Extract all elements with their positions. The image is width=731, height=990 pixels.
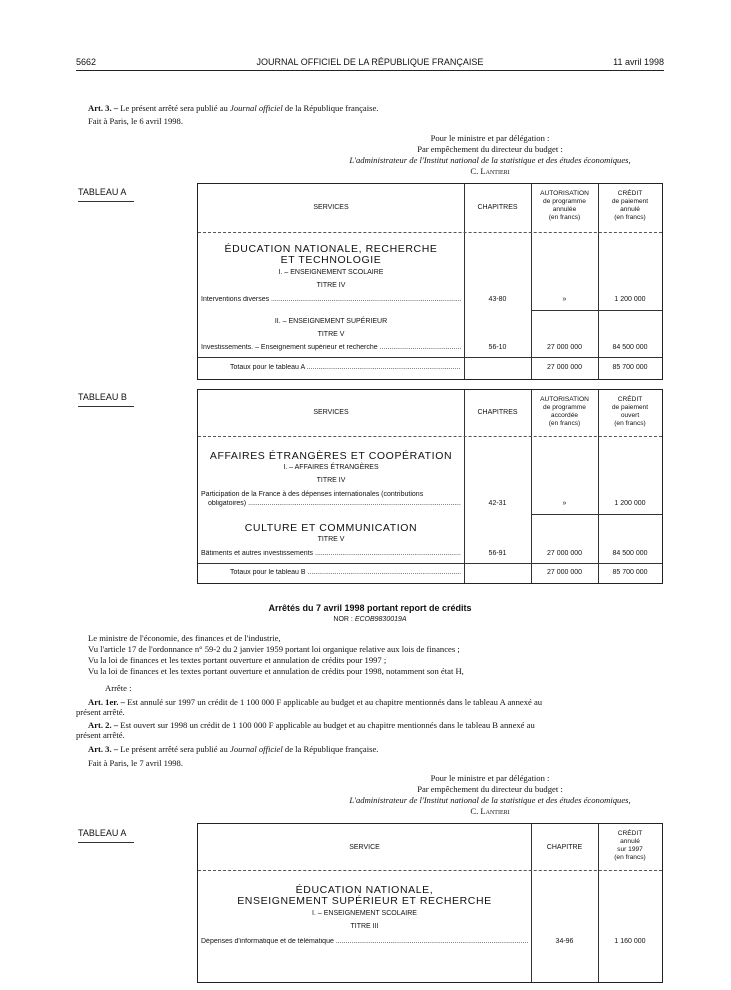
ministry-heading: ÉDUCATION NATIONALE, ENSEIGNEMENT SUPÉRIEUR ET RECHERCHE — [237, 884, 492, 907]
section-heading-2: II. – ENSEIGNEMENT SUPÉRIEUR — [274, 318, 388, 325]
row-label: Interventions diverses ..... — [201, 296, 461, 303]
art1-line-1: Art. 1er. – Est annulé sur 1997 un crédit de 1 100 000 F applicable au budget et au chapitre mentionnés dans le tableau A annexé au — [88, 697, 543, 707]
signature-line-1: Pour le ministre et par délégation : — [430, 133, 550, 143]
ministry-heading-2: CULTURE ET COMMUNICATION — [244, 522, 418, 534]
signature-line-2: Par empêchement du directeur du budget : — [417, 144, 563, 154]
signature-line-3: L'administrateur de l'Institut national de la statistique et des études économiques, — [349, 155, 631, 165]
preamble-2: Vu l'article 17 de l'ordonnance n° 59-2 du 2 janvier 1959 portant loi organique relative aux lois de finances ; — [88, 644, 460, 654]
titre-heading-1: TITRE III — [350, 923, 379, 930]
col-chapitre: CHAPITRE — [546, 844, 583, 851]
done-at: Fait à Paris, le 6 avril 1998. — [88, 116, 183, 126]
titre-heading-1: TITRE IV — [316, 282, 346, 289]
issue-date: 11 avril 1998 — [613, 57, 664, 67]
table-a2-tag-rule — [78, 842, 134, 843]
ministry-heading: ÉDUCATION NATIONALE, RECHERCHE ET TECHNOLOGIE — [224, 243, 438, 266]
nor-reference: NOR : ECOB9830019A — [333, 616, 407, 623]
titre-heading-2: TITRE V — [317, 536, 345, 543]
table-a2-tag: TABLEAU A — [78, 828, 127, 838]
col-chapitres: CHAPITRES — [477, 204, 518, 211]
row-autorisation: » — [562, 296, 567, 303]
row-credit: 1 200 000 — [614, 500, 646, 507]
row-autorisation: 27 000 000 — [546, 550, 583, 557]
art3-paragraph-2: Art. 3. – Le présent arrêté sera publié au Journal officiel de la République française. — [88, 744, 379, 754]
preamble-1: Le ministre de l'économie, des finances et de l'industrie, — [88, 633, 281, 643]
row-label-line-2: obligatoires) ..... — [208, 500, 461, 507]
table-b1-tag: TABLEAU B — [78, 392, 127, 402]
col-services: SERVICES — [313, 204, 349, 211]
art1-line-2: présent arrêté. — [76, 707, 125, 717]
row-label: Dépenses d'informatique et de télématique ..... — [201, 938, 528, 945]
col-chapitres: CHAPITRES — [477, 409, 518, 416]
table-a1 — [197, 183, 663, 380]
signature-line-3: L'administrateur de l'Institut national de la statistique et des études économiques, — [349, 795, 631, 805]
total-autorisation: 27 000 000 — [546, 569, 583, 576]
total-label: Totaux pour le tableau B ..... — [230, 569, 461, 576]
col-service: SERVICE — [349, 844, 380, 851]
total-credit: 85 700 000 — [612, 569, 648, 576]
section-heading-1: I. – AFFAIRES ÉTRANGÈRES — [283, 464, 379, 471]
col-credit: CRÉDIT de paiement annulé (en francs) — [611, 190, 649, 221]
row-chapitre: 56-91 — [488, 550, 507, 557]
table-a1-tag-rule — [78, 201, 134, 202]
decree-title: Arrêtés du 7 avril 1998 portant report de crédits — [268, 603, 472, 613]
preamble-3: Vu la loi de finances et les textes portant ouverture et annulation de crédits pour 1997 ; — [88, 655, 387, 665]
table-a1-tag: TABLEAU A — [78, 187, 127, 197]
row-chapitre: 43-80 — [488, 296, 507, 303]
total-credit: 85 700 000 — [612, 364, 648, 371]
row-credit: 1 200 000 — [614, 296, 646, 303]
row-credit: 84 500 000 — [612, 550, 648, 557]
table-b1-tag-rule — [78, 406, 134, 407]
titre-heading-2: TITRE V — [317, 331, 345, 338]
table-b1 — [197, 389, 663, 584]
col-services: SERVICES — [313, 409, 349, 416]
row-label-line-1: Participation de la France à des dépenses internationales (contributions — [201, 491, 424, 498]
total-autorisation: 27 000 000 — [546, 364, 583, 371]
signature-line-2: Par empêchement du directeur du budget : — [417, 784, 563, 794]
section-heading-1: I. – ENSEIGNEMENT SCOLAIRE — [312, 910, 417, 917]
journal-title: JOURNAL OFFICIEL DE LA RÉPUBLIQUE FRANÇAISE — [256, 57, 484, 67]
page-number: 5662 — [76, 57, 97, 67]
row-chapitre: 42-31 — [488, 500, 507, 507]
signature-name: C. Lantieri — [470, 806, 510, 816]
signature-name: C. Lantieri — [470, 166, 510, 176]
preamble-4: Vu la loi de finances et les textes portant ouverture et annulation de crédits pour 1998, notamment son état H, — [88, 666, 464, 676]
col-credit: CRÉDIT annulé sur 1997 (en francs) — [614, 830, 646, 861]
row-credit: 1 160 000 — [614, 938, 646, 945]
col-autorisation: AUTORISATION de programme annulée (en francs) — [540, 190, 589, 221]
ministry-heading-1: AFFAIRES ÉTRANGÈRES ET COOPÉRATION — [209, 450, 453, 462]
total-label: Totaux pour le tableau A ..... — [230, 364, 461, 371]
row-credit: 84 500 000 — [612, 344, 648, 351]
row-label: Investissements. – Enseignement supérieur et recherche ..... — [201, 344, 461, 351]
art3-label: Art. 3. – — [88, 103, 119, 113]
section-heading-1: I. – ENSEIGNEMENT SCOLAIRE — [278, 269, 384, 276]
arrete-heading: Arrête : — [105, 683, 132, 693]
row-label: Bâtiments et autres investissements ..... — [201, 550, 461, 557]
signature-line-1: Pour le ministre et par délégation : — [430, 773, 550, 783]
row-autorisation: » — [562, 500, 567, 507]
row-chapitre: 56-10 — [488, 344, 507, 351]
art3-paragraph: Art. 3. – Le présent arrêté sera publié au Journal officiel de la République française. — [88, 103, 379, 113]
done-at-2: Fait à Paris, le 7 avril 1998. — [88, 758, 183, 768]
titre-heading-1: TITRE IV — [316, 477, 346, 484]
row-chapitre: 34-96 — [555, 938, 574, 945]
header-rule — [76, 70, 664, 71]
art2-line-2: présent arrêté. — [76, 730, 125, 740]
col-credit: CRÉDIT de paiement ouvert (en francs) — [611, 396, 649, 427]
col-autorisation: AUTORISATION de programme accordée (en francs) — [540, 396, 589, 427]
table-a2 — [197, 823, 663, 983]
row-autorisation: 27 000 000 — [546, 344, 583, 351]
art2-line-1: Art. 2. – Est ouvert sur 1998 un crédit de 1 100 000 F applicable au budget et au chapitre mentionnés dans le tableau B annexé au — [88, 720, 535, 730]
